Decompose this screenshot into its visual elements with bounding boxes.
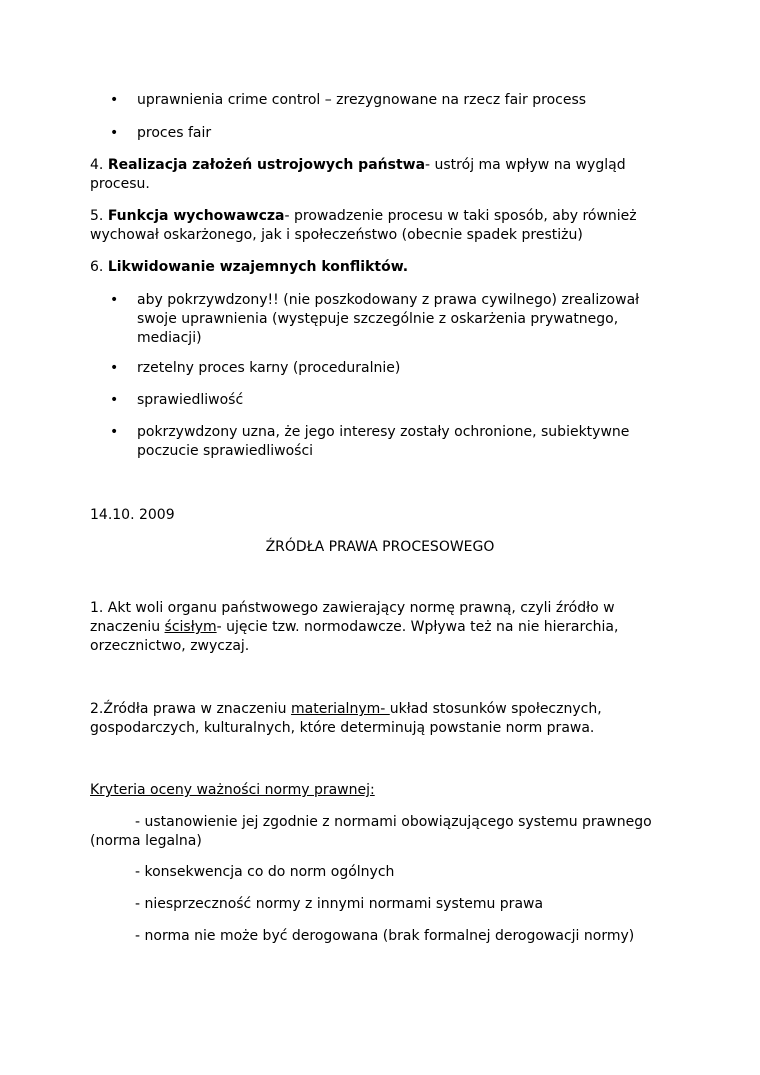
item-number: 4. (90, 157, 104, 173)
bullet-icon: • (110, 125, 119, 141)
criteria-item (90, 813, 670, 851)
list-item-text: uprawnienia crime control – zrezygnowane na rzecz fair process (137, 92, 587, 108)
item-heading: Realizacja założeń ustrojowych państwa (107, 157, 426, 173)
criteria-item: - konsekwencja co do norm ogólnych (135, 864, 395, 880)
underlined-term: materialnym- (291, 701, 390, 717)
item-number: 6. (90, 259, 104, 275)
paragraph-item-6 (90, 258, 670, 277)
bullet-icon: • (110, 392, 119, 408)
paragraph-item-4 (90, 156, 670, 194)
list-item-text: pokrzywdzony uzna, że jego interesy zostały ochronione, subiektywne poczucie sprawiedliwości (137, 424, 630, 459)
criteria-text-cont: (norma legalna) (90, 833, 202, 849)
criteria-title: Kryteria oceny ważności normy prawnej: (90, 782, 375, 798)
section-heading: ŹRÓDŁA PRAWA PROCESOWEGO (265, 539, 495, 555)
list-item-text: proces fair (137, 125, 212, 141)
item-heading: Likwidowanie wzajemnych konfliktów. (107, 259, 409, 275)
paragraph-source-1 (90, 599, 670, 656)
list-item (110, 91, 670, 110)
list-item (110, 423, 670, 461)
list-item-text: sprawiedliwość (137, 392, 244, 408)
criteria-item: - niesprzeczność normy z innymi normami systemu prawa (135, 896, 544, 912)
list-item-text: aby pokrzywdzony!! (nie poszkodowany z prawa cywilnego) zrealizował swoje uprawnienia (występuje szczególnie z oskarżenia prywatnego, mediacji) (137, 292, 640, 346)
list-item (110, 291, 670, 348)
criteria-text: - ustanowienie jej zgodnie z normami obowiązującego systemu prawnego (135, 814, 652, 830)
list-item (110, 124, 670, 143)
bullet-icon: • (110, 424, 119, 440)
item-text: - prowadzenie procesu w taki sposób, aby również wychował oskarżonego, jak i społeczeństwo (obecnie spadek prestiżu) (90, 208, 637, 243)
bullet-icon: • (110, 360, 119, 376)
underlined-term: ścisłym (164, 619, 217, 635)
bullet-icon: • (110, 292, 119, 308)
text-run: układ stosunków społecznych, gospodarczych, kulturalnych, które determinują powstanie norm prawa. (90, 701, 602, 736)
item-number: 5. (90, 208, 104, 224)
text-run: 2.Źródła prawa w znaczeniu (90, 701, 292, 717)
list-item-text: rzetelny proces karny (proceduralnie) (137, 360, 401, 376)
text-run: - ujęcie tzw. normodawcze. Wpływa też na nie hierarchia, orzecznictwo, zwyczaj. (90, 619, 619, 654)
text-run: 1. Akt woli organu państwowego zawierający normę prawną, czyli źródło w znaczeniu (90, 600, 615, 635)
paragraph-item-5 (90, 207, 670, 245)
list-item (110, 391, 670, 410)
criteria-item: - norma nie może być derogowana (brak formalnej derogowacji normy) (135, 928, 635, 944)
item-heading: Funkcja wychowawcza (107, 208, 285, 224)
paragraph-source-2 (90, 700, 670, 738)
list-item (110, 359, 670, 378)
date-line: 14.10. 2009 (90, 507, 175, 523)
bullet-icon: • (110, 92, 119, 108)
item-text: - ustrój ma wpływ na wygląd procesu. (90, 157, 626, 192)
